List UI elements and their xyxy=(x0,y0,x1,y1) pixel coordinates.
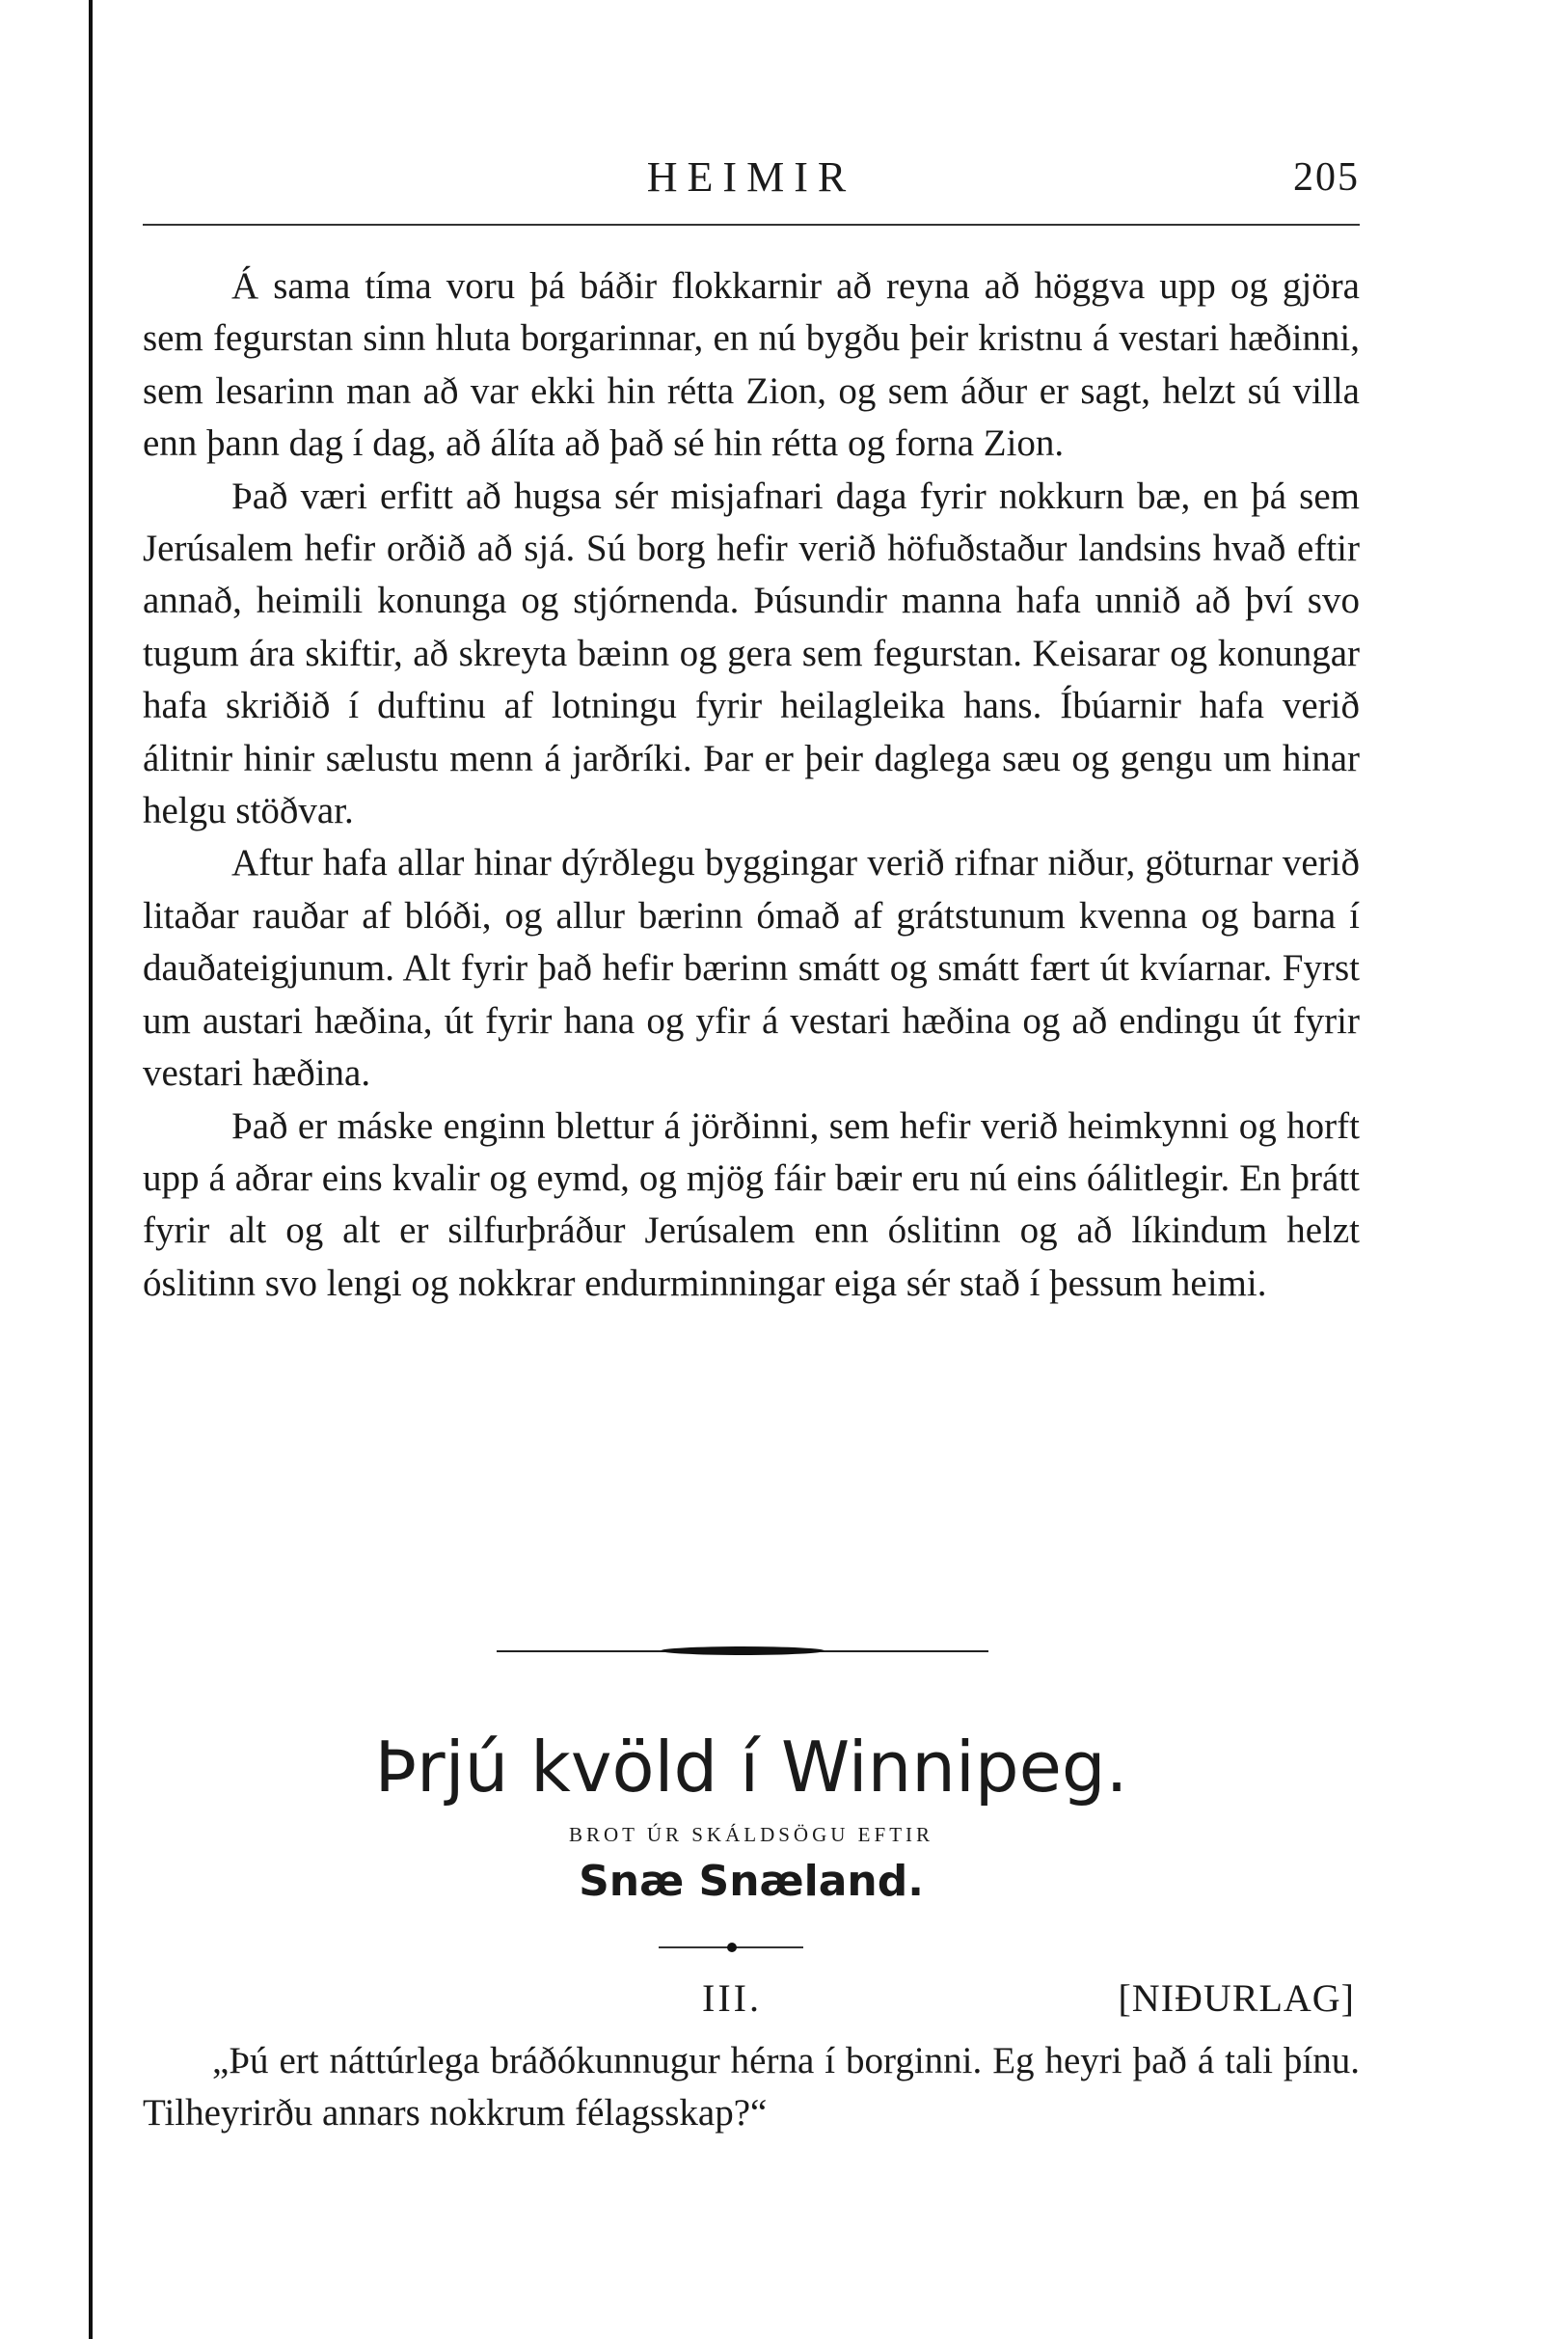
header-rule xyxy=(143,224,1360,226)
paragraph: Aftur hafa allar hinar dýrðlegu byggingar verið rifnar niður, göturnar verið litaðar rauðar af blóði, og allur bærinn ómað af grátstunum kvenna og barna í dauðateigjunum. Alt fyrir það hefir bærinn smátt og smátt fært út kvíarnar. Fyrst um austari hæðina, út fyrir hana og yfir á vestari hæðina og að endingu út fyrir vestari hæðina. xyxy=(143,842,1360,1095)
running-head: HEIMIR xyxy=(646,153,856,201)
continuation-note: [NIÐURLAG] xyxy=(1118,1976,1355,2020)
page-header xyxy=(143,145,1360,212)
section-heading xyxy=(143,1968,1360,2026)
story-subtitle: BROT ÚR SKÁLDSÖGU EFTIR xyxy=(568,1823,934,1846)
paragraph: Það væri erfitt að hugsa sér misjafnari daga fyrir nokkurn bæ, en þá sem Jerúsalem hefir orðið að sjá. Sú borg hefir verið höfuðstaður landsins hvað eftir annað, heimili konunga og stjórnenda. Þúsundir manna hafa unnið að því svo tugum ára skiftir, að skreyta bæinn og gera sem fegurstan. Keisarar og konungar hafa skriðið í duftinu af lotningu fyrir heilagleika hans. Íbúarnir hafa verið álitnir hinir sælustu menn á jarðríki. Þar er þeir daglega sæu og gengu um hinar helgu stöðvar. xyxy=(143,475,1360,832)
article-body xyxy=(143,260,1360,1310)
paragraph: Það er máske enginn blettur á jörðinni, sem hefir verið heimkynni og horft upp á aðrar eins kvalir og eymd, og mjög fáir bæir eru nú eins óálitlegir. En þrátt fyrir alt og alt er silfurþráður Jerúsalem enn óslitinn og að líkindum helzt óslitinn svo lengi og nokkrar endurminningar eiga sér stað í þessum heimi. xyxy=(143,1104,1360,1304)
story-body xyxy=(143,2035,1360,2140)
divider-swell xyxy=(661,1646,825,1655)
section-number: III. xyxy=(702,1976,762,2020)
section-divider-ornament xyxy=(497,1645,988,1658)
divider-dot xyxy=(727,1943,737,1952)
small-divider-ornament xyxy=(659,1943,803,1952)
story-author: Snæ Snæland. xyxy=(579,1857,924,1906)
paragraph: „Þú ert náttúrlega bráðókunnugur hérna í borginni. Eg heyri það á tali þínu. Tilheyrirðu annars nokkrum félagsskap?“ xyxy=(143,2040,1360,2135)
story-title: Þrjú kvöld í Winnipeg. xyxy=(374,1727,1128,1808)
page-number: 205 xyxy=(1293,155,1360,200)
paragraph: Á sama tíma voru þá báðir flokkarnir að reyna að höggva upp og gjöra sem fegurstan sinn hluta borgarinnar, en nú bygðu þeir kristnu á vestari hæðinni, sem lesarinn man að var ekki hin rétta Zion, og sem áður er sagt, helzt sú villa enn þann dag í dag, að álíta að það sé hin rétta og forna Zion. xyxy=(143,265,1360,465)
page-edge-line xyxy=(89,0,93,2339)
